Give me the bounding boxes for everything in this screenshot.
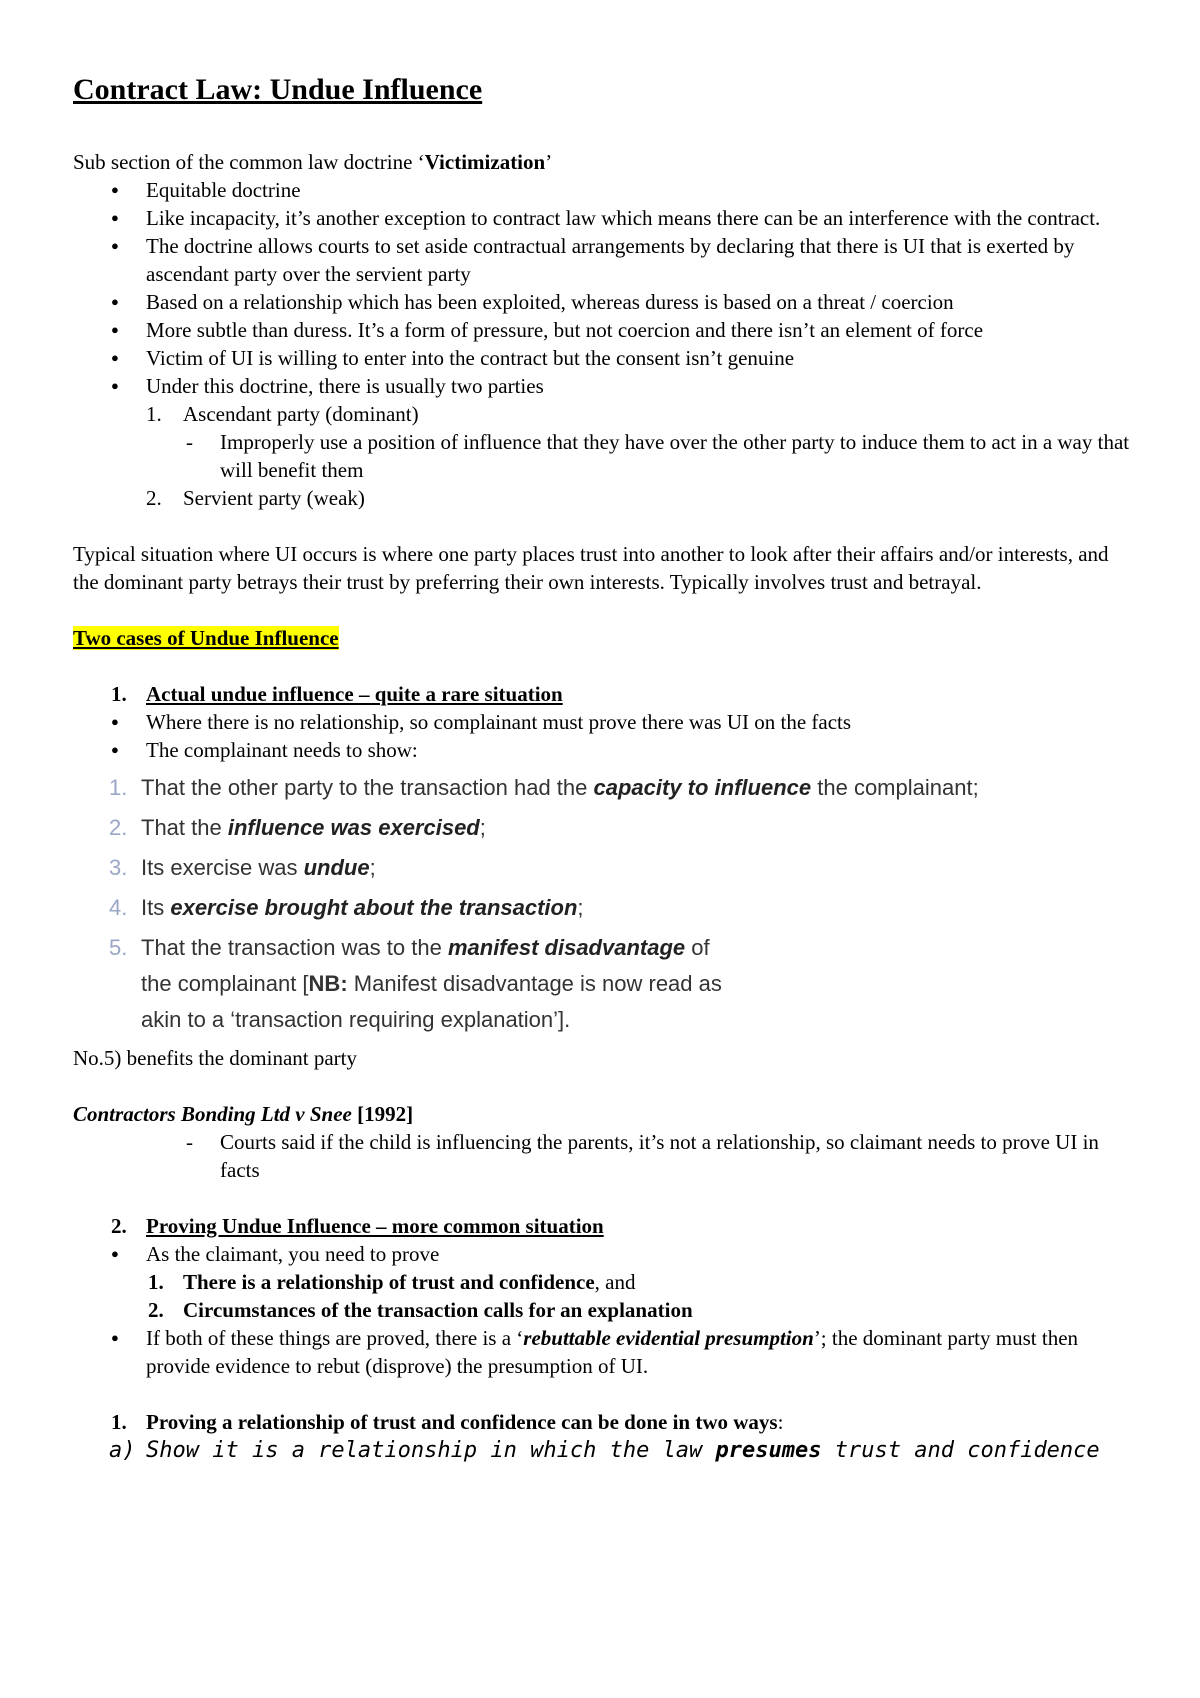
two-cases-heading-text: Two cases of Undue Influence: [73, 626, 339, 650]
requirement-number: 2.: [148, 1298, 164, 1322]
slide-text: ;: [577, 895, 584, 920]
list-item: ● As the claimant, you need to prove: [73, 1240, 1130, 1268]
slide-text: That the transaction was to the: [141, 935, 448, 960]
proving-colon: :: [777, 1410, 784, 1434]
slide-text: Its: [141, 895, 171, 920]
dash-marker: -: [186, 1130, 193, 1154]
presumption-text: ’; the dominant party must then provide evidence to rebut (disprove) the presumption of UI.: [146, 1326, 1079, 1378]
requirement-tail: , and: [594, 1270, 636, 1294]
party-label: Ascendant party (dominant): [183, 402, 419, 426]
requirement-text: Circumstances of the transaction calls for an explanation: [183, 1298, 693, 1322]
case-2-heading: [73, 1212, 1130, 1240]
slide-text: akin to a ‘transaction requiring explanation’].: [141, 1007, 571, 1032]
slide-emphasis: capacity to influence: [593, 775, 812, 800]
case-2-bullets: [73, 1240, 1130, 1268]
slide-item-2: [73, 810, 1130, 846]
slide-item-4: [73, 890, 1130, 926]
slide-number: 1.: [109, 775, 128, 800]
case-reference-detail: [73, 1128, 1130, 1184]
proving-text: Proving a relationship of trust and confidence can be done in two ways: [146, 1410, 778, 1434]
list-item: ● Victim of UI is willing to enter into the contract but the consent isn’t genuine: [73, 344, 1130, 372]
way-emphasis: presumes: [715, 1438, 822, 1463]
party-item-1: [73, 400, 1130, 428]
presumption-term: rebuttable evidential presumption: [523, 1326, 814, 1350]
proving-number: 1.: [111, 1410, 127, 1434]
presumption-text: If both of these things are proved, there is a ‘: [146, 1326, 524, 1350]
intro-line: [73, 148, 1130, 176]
list-item: ● Equitable doctrine: [73, 176, 1130, 204]
case-year: [1992]: [351, 1102, 414, 1126]
list-item: ● The doctrine allows courts to set aside contractual arrangements by declaring that there is UI that is exerted by ascendant party over the servient party: [73, 232, 1130, 288]
case-detail-text: Courts said if the child is influencing the parents, it’s not a relationship, so claimant needs to prove UI in facts: [220, 1130, 1099, 1182]
no5-note: No.5) benefits the dominant party: [73, 1046, 358, 1070]
slide-excerpt: [73, 770, 1130, 1038]
requirement-number: 1.: [148, 1270, 164, 1294]
way-label: a): [109, 1438, 136, 1463]
slide-emphasis: influence was exercised: [227, 815, 480, 840]
two-cases-heading: [73, 624, 1130, 652]
slide-emphasis: exercise brought about the transaction: [170, 895, 578, 920]
slide-text: Manifest disadvantage is now read as: [347, 971, 722, 996]
party-number: 1.: [146, 402, 162, 426]
case-number: 1.: [111, 682, 127, 706]
party-detail-text: Improperly use a position of influence that they have over the other party to induce them to act in a way that will benefit them: [220, 430, 1130, 482]
intro-bullet-list: [73, 176, 1130, 400]
slide-text: the complainant;: [811, 775, 979, 800]
slide-item-5: [73, 930, 1130, 1038]
intro-suffix: ’: [545, 150, 553, 174]
case-1-heading: [73, 680, 1130, 708]
way-text: trust and confidence: [821, 1438, 1100, 1463]
slide-number: 4.: [109, 895, 128, 920]
slide-emphasis: undue: [303, 855, 370, 880]
case-name: Contractors Bonding Ltd v Snee: [73, 1102, 352, 1126]
slide-text: of: [685, 935, 710, 960]
list-item: ● Based on a relationship which has been exploited, whereas duress is based on a threat / coercion: [73, 288, 1130, 316]
page-title: Contract Law: Undue Influence: [73, 73, 483, 106]
party-label: Servient party (weak): [183, 486, 365, 510]
slide-number: 3.: [109, 855, 128, 880]
list-item: ● Under this doctrine, there is usually two parties: [73, 372, 1130, 400]
case-2-bullets-2: [73, 1324, 1130, 1380]
requirement-1: [73, 1268, 1130, 1296]
intro-prefix: Sub section of the common law doctrine ‘: [73, 150, 425, 174]
party-1-detail: [73, 428, 1130, 484]
case-1-heading-text: Actual undue influence – quite a rare situation: [146, 682, 563, 706]
slide-text: That the other party to the transaction had the: [141, 775, 594, 800]
party-item-2: [73, 484, 1130, 512]
slide-text: ;: [369, 855, 376, 880]
slide-text: the complainant [: [141, 971, 309, 996]
intro-bold-term: Victimization: [424, 150, 546, 174]
slide-emphasis: manifest disadvantage: [447, 935, 686, 960]
dash-marker: -: [186, 430, 193, 454]
slide-item-3: [73, 850, 1130, 886]
list-item: [73, 1324, 1130, 1380]
list-item: ● The complainant needs to show:: [73, 736, 1130, 764]
list-item: ● Where there is no relationship, so complainant must prove there was UI on the facts: [73, 708, 1130, 736]
case-1-bullets: [73, 708, 1130, 764]
slide-text: ;: [479, 815, 486, 840]
list-item: ● More subtle than duress. It’s a form of pressure, but not coercion and there isn’t an element of force: [73, 316, 1130, 344]
slide-text: That the: [141, 815, 228, 840]
way-a: [73, 1436, 1130, 1466]
way-text: Show it is a relationship in which the law: [146, 1438, 716, 1463]
slide-number: 2.: [109, 815, 128, 840]
slide-nb-label: NB:: [308, 971, 348, 996]
slide-number: 5.: [109, 935, 128, 960]
case-reference: [73, 1100, 1130, 1128]
typical-situation-paragraph: Typical situation where UI occurs is where one party places trust into another to look after their affairs and/or interests, and the dominant party betrays their trust by preferring their own interests. Typically involves trust and betrayal.: [73, 542, 1109, 594]
requirement-2: [73, 1296, 1130, 1324]
slide-text: Its exercise was: [141, 855, 304, 880]
slide-item-1: [73, 770, 1130, 806]
case-number: 2.: [111, 1214, 127, 1238]
requirement-text: There is a relationship of trust and confidence: [183, 1270, 595, 1294]
proving-relationship-heading: [73, 1408, 1130, 1436]
case-2-heading-text: Proving Undue Influence – more common situation: [146, 1214, 604, 1238]
party-number: 2.: [146, 486, 162, 510]
list-item: ● Like incapacity, it’s another exception to contract law which means there can be an interference with the contract.: [73, 204, 1130, 232]
